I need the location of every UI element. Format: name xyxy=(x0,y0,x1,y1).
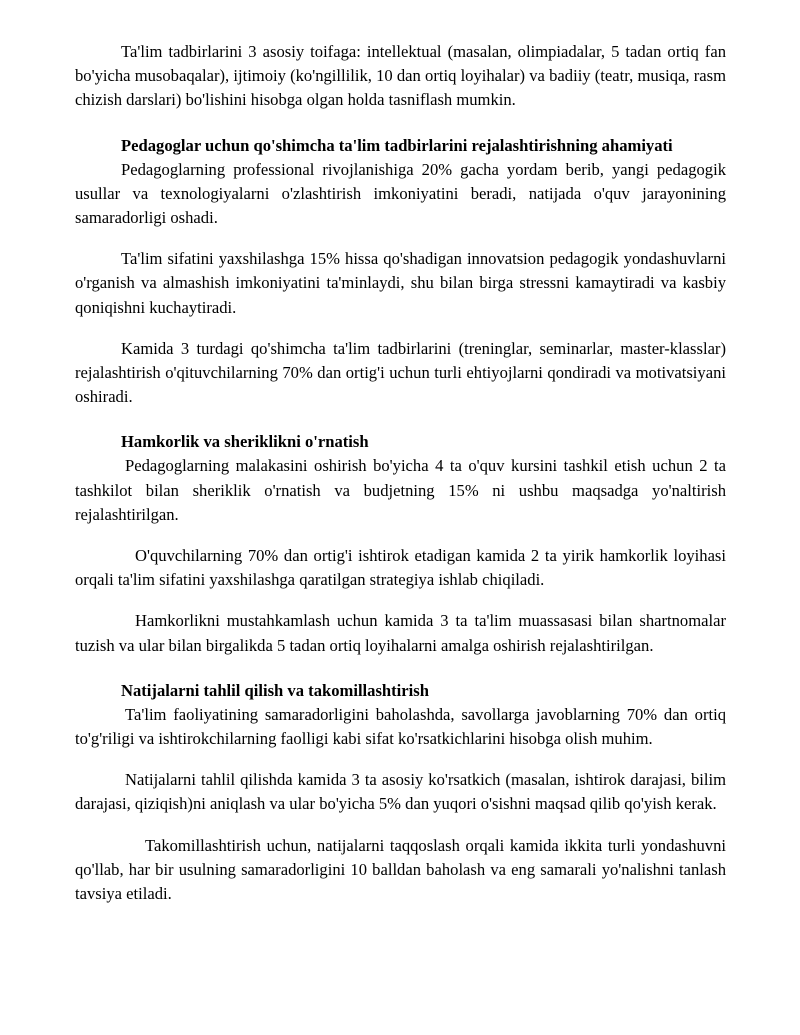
paragraph-improvement: Takomillashtirish uchun, natijalarni taqqoslash orqali kamida ikkita turli yondashuvni qo'llab, har bir usulning samaradorligini 10 balldan baholash va eng samarali yo'nalishni tanlash tavsiya etiladi. xyxy=(75,835,726,904)
paragraph-joint-projects: O'quvchilarning 70% dan ortig'i ishtirok etadigan kamida 2 ta yirik hamkorlik loyihasi orqali ta'lim sifatini yaxshilashga qaratilgan strategiya ishlab chiqiladi. xyxy=(75,546,726,590)
heading-partnership: Hamkorlik va sheriklikni o'rnatish xyxy=(121,432,369,452)
paragraph-agreements: Hamkorlikni mustahkamlash uchun kamida 3 ta ta'lim muassasasi bilan shartnomalar tuzish va ular bilan birgalikda 5 tadan ortiq loyihalarni amalga oshirish rejalashtirilgan. xyxy=(75,611,726,655)
heading-importance: Pedagoglar uchun qo'shimcha ta'lim tadbirlarini rejalashtirishning ahamiyati xyxy=(121,135,673,155)
paragraph-indicators: Natijalarni tahlil qilishda kamida 3 ta asosiy ko'rsatkich (masalan, ishtirok darajasi, bilim darajasi, qiziqish)ni aniqlash va ular bo'yicha 5% dan yuqori o'sishni maqsad qilib qo'yish kerak. xyxy=(75,770,726,814)
heading-analysis: Natijalarni tahlil qilish va takomillashtirish xyxy=(121,680,429,700)
paragraph-categories: Ta'lim tadbirlarini 3 asosiy toifaga: intellektual (masalan, olimpiadalar, 5 tadan ortiq fan bo'yicha musobaqalar), ijtimoiy (ko'ngillilik, 10 dan ortiq loyihalar) va badiiy (teatr, musiqa, rasm chizish darslari) bo'lishini hisobga olgan holda tasniflash mumkin. xyxy=(75,42,726,110)
paragraph-activity-types: Kamida 3 turdagi qo'shimcha ta'lim tadbirlarini (treninglar, seminarlar, master-klasslar) rejalashtirish o'qituvchilarning 70% dan ortig'i uchun turli ehtiyojlarni qondiradi va motivatsiyani oshiradi. xyxy=(75,338,726,407)
paragraph-courses-partnership: Pedagoglarning malakasini oshirish bo'yicha 4 ta o'quv kursini tashkil etish uchun 2 ta tashkilot bilan sheriklik o'rnatish va budjetning 15% ni ushbu maqsadga yo'naltirish rejalashtirilgan. xyxy=(75,456,726,524)
paragraph-professional-growth: Pedagoglarning professional rivojlanishiga 20% gacha yordam berib, yangi pedagogik usullar va texnologiyalarni o'zlashtirish imkoniyatini beradi, natijada o'quv jarayonining samaradorligi oshadi. xyxy=(75,159,726,228)
paragraph-innovative-approaches: Ta'lim sifatini yaxshilashga 15% hissa qo'shadigan innovatsion pedagogik yondashuvlarni o'rganish va almashish imkoniyatini ta'minlaydi, shu bilan birga stressni kamaytiradi va kasbiy qoniqishni kuchaytiradi. xyxy=(75,249,726,317)
document-page xyxy=(75,40,726,906)
paragraph-evaluation: Ta'lim faoliyatining samaradorligini baholashda, savollarga javoblarning 70% dan ortiq to'g'riligi va ishtirokchilarning faolligi kabi sifat ko'rsatkichlarini hisobga olish muhim. xyxy=(75,704,726,749)
